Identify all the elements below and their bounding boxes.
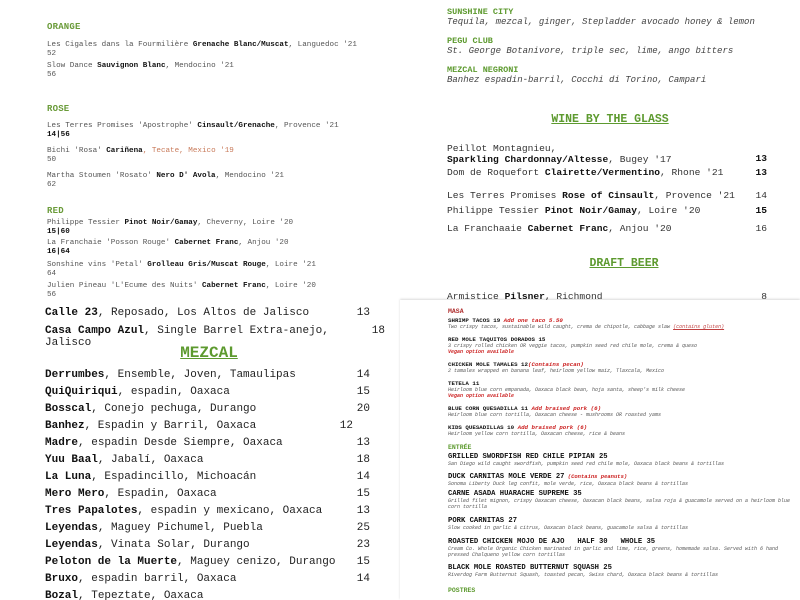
mezcal-row: Banhez, Espadin y Barril, Oaxaca 12 (45, 420, 353, 432)
wine-by-glass-heading: WINE BY THE GLASS (551, 113, 669, 126)
glass-row: Dom de Roquefort Clairette/Vermentino, Rhone '21 13 (447, 167, 767, 178)
mezcal-list-panel (0, 300, 400, 600)
glass-row: Les Terres Promises Rose of Cinsault, Provence '21 14 (447, 190, 767, 201)
orange-heading: ORANGE (47, 22, 81, 32)
entree-item: DUCK CARNITAS MOLE VERDE 27 (Contains peanuts) Sonoma Liberty Duck leg confit, mole verde, rice, Oaxaca black beans & tortillas (448, 473, 689, 487)
masa-item: TETELA 11 Heirloom blue corn empanada, Oaxaca black bean, hoja santa, sheep's milk cheese Vegan option available (448, 380, 686, 399)
tequila-row: Casa Campo Azul, Single Barrel Extra-anejo, Jalisco 18 (45, 325, 385, 349)
mezcal-row: Leyendas, Vinata Solar, Durango 23 (45, 539, 370, 551)
glass-row: Peillot Montagnieu, Sparkling Chardonnay/Altesse, Bugey '17 13 (447, 143, 767, 165)
mezcal-row: Leyendas, Maguey Pichumel, Puebla 25 (45, 522, 370, 534)
cocktail-item: PEGU CLUB St. George Botanivore, triple sec, lime, ango bitters (447, 36, 734, 56)
masa-item: RED MOLE TAQUITOS DORADOS 15 3 crispy rolled chicken OR veggie tacos, pumpkin seed red chile mole, crema & queso Vegan option available (448, 336, 698, 355)
entree-item: ROASTED CHICKEN MOJO DE AJO HALF 30 WHOLE 35 Cream Co. Whole Organic Chicken marinated in garlic and lime, rice, greens, homemade salsa. Served with 6 hand pressed Chalqueno yellow corn tortillas (448, 538, 779, 558)
entree-item: CARNE ASADA HUARACHE SUPREME 35 Grilled filet mignon, crispy Oaxacan cheese, Oaxacan black beans, salsa roja & guacamole served on a heirloom blue corn tortilla (448, 490, 791, 510)
mezcal-row: Bruxo, espadin barril, Oaxaca 14 (45, 573, 370, 585)
mezcal-row: Madre, espadin Desde Siempre, Oaxaca 13 (45, 437, 370, 449)
orange-item: Les Cigales dans la Fourmilière Grenache Blanc/Muscat, Languedoc '21 52 (47, 41, 357, 58)
mezcal-row: Peloton de la Muerte, Maguey cenizo, Durango 15 (45, 556, 370, 568)
masa-item: BLUE CORN QUESADILLA 11 Add braised pork (6) Heirloom blue corn tortilla, Oaxacan cheese - mushrooms OR roasted yams (448, 405, 662, 418)
red-heading: RED (47, 206, 64, 216)
mezcal-row: Yuu Baal, Jabalí, Oaxaca 18 (45, 454, 370, 466)
cocktail-item: SUNSHINE CITY Tequila, mezcal, ginger, Stepladder avocado honey & lemon (447, 7, 755, 27)
masa-item: SHRIMP TACOS 19 Add one taco 5.50 Two crispy tacos, sustainable wild caught, crema de chipotle, cabbage slaw (contains gluten) (448, 317, 725, 330)
rose-item: Les Terres Promises 'Apostrophe' Cinsault/Grenache, Provence '21 14|56 (47, 122, 339, 139)
entree-item: BLACK MOLE ROASTED BUTTERNUT SQUASH 25 Riverdog Farm Butternut Squash, toasted pecan, Swiss chard, Oaxaca black beans & tortillas (448, 564, 719, 578)
entree-item: PORK CARNITAS 27 Slow cooked in garlic & citrus, Oaxacan black beans, guacamole salsa & tortillas (448, 517, 689, 531)
mezcal-row: Tres Papalotes, espadin y mexicano, Oaxaca 13 (45, 505, 370, 517)
orange-item: Slow Dance Sauvignon Blanc, Mendocino '21 56 (47, 62, 234, 79)
masa-item: CHICKEN MOLE TAMALES 12(Contains pecan) 2 tamales wrapped en banana leaf, heirloom yellow maiz, Tlaxcala, Mexico (448, 361, 665, 374)
wine-list-panel (0, 0, 400, 300)
red-item: Julien Pineau 'L'Ecume des Nuits' Cabernet Franc, Loire '20 56 (47, 282, 316, 299)
mezcal-row: Derrumbes, Ensemble, Joven, Tamaulipas 14 (45, 369, 370, 381)
red-item: Philippe Tessier Pinot Noir/Gamay, Cheverny, Loire '20 15|60 (47, 219, 294, 236)
glass-row: Philippe Tessier Pinot Noir/Gamay, Loire '20 15 (447, 205, 767, 216)
postres-heading: POSTRES (448, 587, 476, 594)
masa-item: KIDS QUESADILLAS 10 Add braised pork (6) Heirloom yellow corn tortilla, Oaxacan cheese, rice & beans (448, 424, 626, 437)
red-item: La Franchaie 'Posson Rouge' Cabernet Franc, Anjou '20 16|64 (47, 239, 289, 256)
draft-beer-heading: DRAFT BEER (589, 257, 659, 270)
rose-heading: ROSE (47, 104, 70, 114)
rose-item: Bichi 'Rosa' Cariñena, Tecate, Mexico '19 50 (47, 147, 234, 164)
red-item: Sonshine vins 'Petal' Grolleau Gris/Muscat Rouge, Loire '21 64 (47, 261, 316, 278)
mezcal-row: La Luna, Espadincillo, Michoacán 14 (45, 471, 370, 483)
cocktail-item: MEZCAL NEGRONI Banhez espadin-barril, Cocchi di Torino, Campari (447, 65, 707, 85)
mezcal-row: Bosscal, Conejo pechuga, Durango 20 (45, 403, 370, 415)
mezcal-row: QuiQuiriqui, espadin, Oaxaca 15 (45, 386, 370, 398)
rose-item: Martha Stoumen 'Rosato' Nero D' Avola, Mendocino '21 62 (47, 172, 284, 189)
mezcal-row: Bozal, Tepeztate, Oaxaca (45, 590, 204, 600)
draft-beer-row: Armistice Pilsner, Richmond 8 (447, 291, 767, 300)
glass-row: La Franchaaie Cabernet Franc, Anjou '20 16 (447, 223, 767, 234)
entree-item: GRILLED SWORDFISH RED CHILE PIPIAN 25 San Diego wild caught swordfish, pumpkin seed red chile mole, Oaxaca black beans & tortillas (448, 453, 725, 467)
tequila-row: Calle 23, Reposado, Los Altos de Jalisco 13 (45, 307, 370, 319)
food-menu-panel (400, 300, 800, 600)
entree-heading: ENTRÉE (448, 444, 472, 451)
mezcal-heading: MEZCAL (180, 344, 238, 362)
masa-heading: MASA (448, 308, 464, 315)
mezcal-row: Mero Mero, Espadin, Oaxaca 15 (45, 488, 370, 500)
